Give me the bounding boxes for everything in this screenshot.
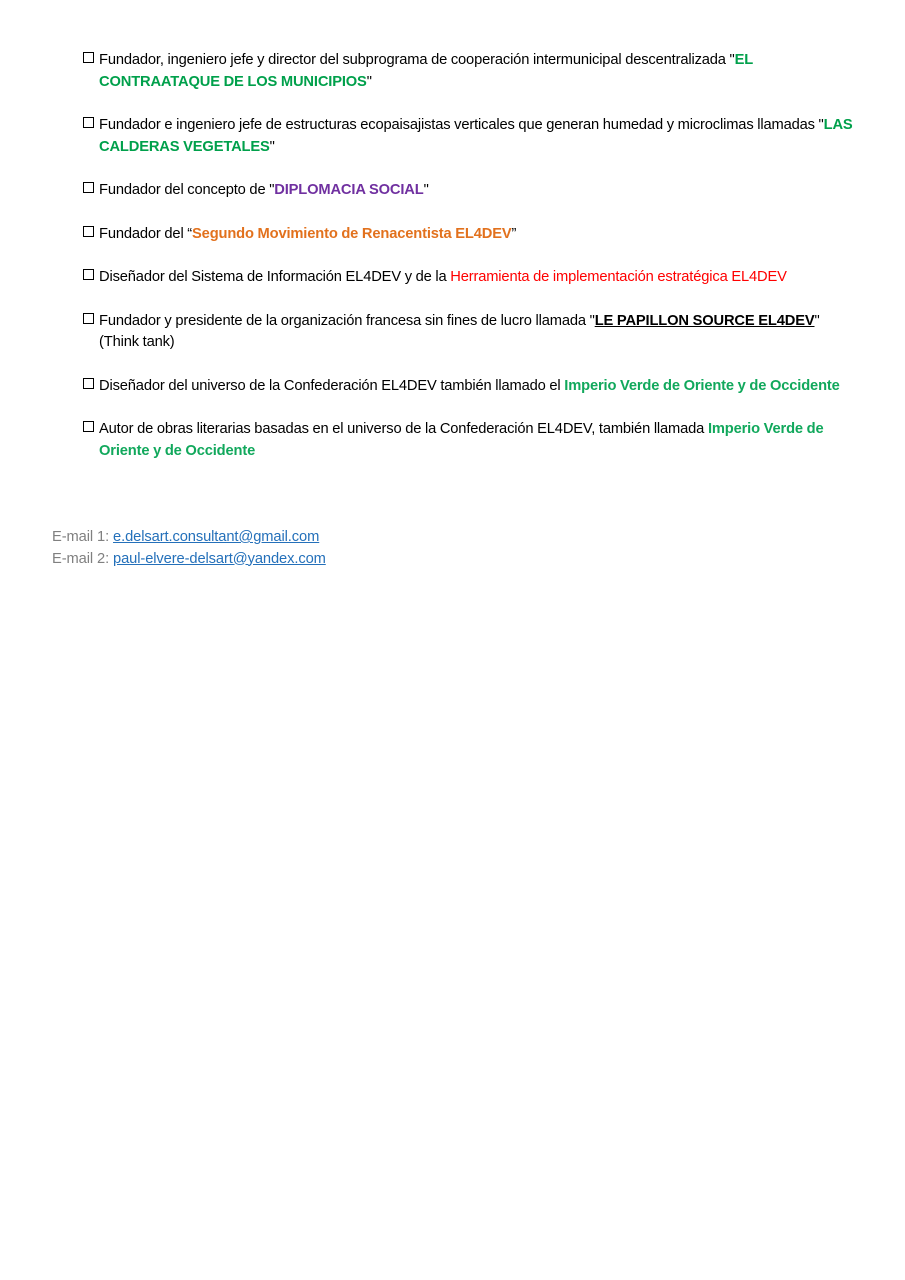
email-row (52, 527, 326, 549)
list-item (52, 224, 857, 246)
run-highlight: EL CONTRAATAQUE DE LOS MUNICIPIOS (99, 52, 753, 90)
run-text: " (269, 138, 275, 155)
empty-square-bullet-icon (83, 378, 94, 389)
run-text: " (Think tank) (99, 312, 820, 350)
run-text: Fundador, ingeniero jefe y director del subprograma de cooperación intermunicipal descentralizada " (99, 52, 735, 68)
empty-square-bullet-icon (83, 52, 94, 63)
list-item (52, 376, 857, 398)
empty-square-bullet-icon (83, 182, 94, 193)
achievements-list (52, 50, 857, 462)
empty-square-bullet-icon (83, 421, 94, 432)
run-text: Fundador y presidente de la organización francesa sin fines de lucro llamada " (99, 312, 595, 329)
run-highlight: Segundo Movimiento de Renacentista EL4DEV (192, 225, 512, 242)
run-text: Fundador e ingeniero jefe de estructuras ecopaisajistas verticales que generan humedad y microclimas llamadas " (99, 117, 824, 133)
email-2-label: E-mail 2: (52, 550, 110, 567)
empty-square-bullet-icon (83, 226, 94, 237)
run-text: Fundador del “ (99, 225, 193, 242)
empty-square-bullet-icon (83, 117, 94, 128)
email-1-label: E-mail 1: (52, 529, 110, 545)
empty-square-bullet-icon (83, 313, 94, 324)
list-item (52, 267, 857, 289)
run-text: " (366, 73, 372, 90)
list-item (52, 311, 857, 354)
run-text: Autor de obras literarias basadas en el universo de la Confederación EL4DEV, también llamada (99, 421, 708, 437)
list-item (52, 50, 857, 93)
run-highlight: LAS CALDERAS VEGETALES (99, 117, 853, 155)
run-highlight: DIPLOMACIA SOCIAL (274, 182, 424, 198)
list-item (52, 115, 857, 158)
run-text: " (423, 182, 429, 198)
run-text: Diseñador del Sistema de Información EL4DEV y de la (99, 269, 451, 285)
email-1-link[interactable]: e.delsart.consultant@gmail.com (113, 529, 320, 545)
empty-square-bullet-icon (83, 269, 94, 280)
email-2-link[interactable]: paul-elvere-delsart@yandex.com (113, 550, 326, 567)
contact-email-block (52, 527, 326, 570)
run-text: Fundador del concepto de " (99, 182, 275, 198)
run-highlight: LE PAPILLON SOURCE EL4DEV (594, 312, 815, 329)
run-highlight: Imperio Verde de Oriente y de Occidente (99, 421, 824, 459)
run-highlight: Herramienta de implementación estratégica EL4DEV (450, 269, 787, 285)
run-text: Diseñador del universo de la Confederación EL4DEV también llamado el (99, 377, 565, 394)
run-text: ” (511, 225, 517, 242)
email-row (52, 549, 326, 571)
run-highlight: Imperio Verde de Oriente y de Occidente (564, 377, 840, 394)
bullet-list-container (52, 50, 857, 462)
list-item (52, 419, 857, 462)
list-item (52, 180, 857, 202)
